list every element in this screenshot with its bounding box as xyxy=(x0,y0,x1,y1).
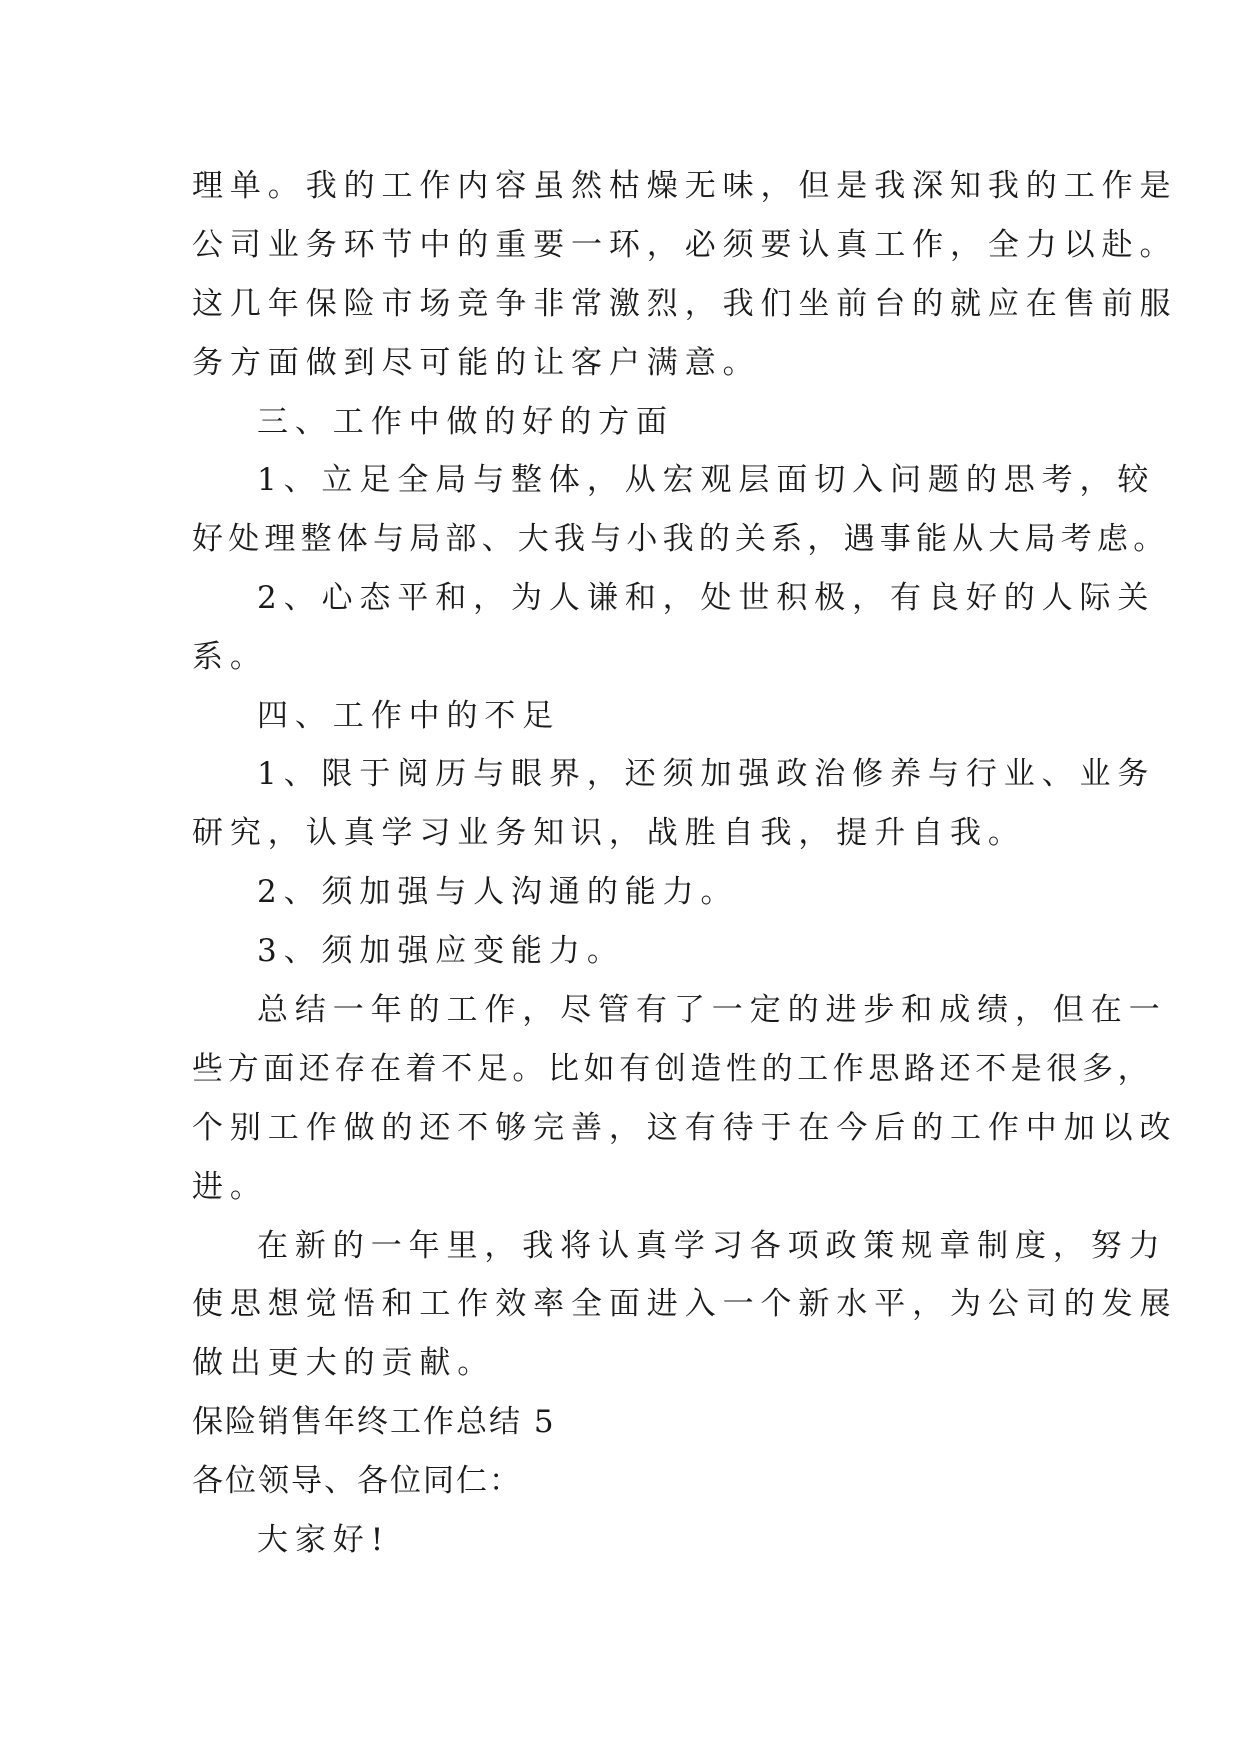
paragraph-line: 2、须加强与人沟通的能力。 xyxy=(257,874,739,910)
paragraph-line: 些方面还存在着不足。比如有创造性的工作思路还不是很多， xyxy=(192,1051,1154,1087)
paragraph-line: 系。 xyxy=(192,639,268,675)
paragraph-line: 理单。我的工作内容虽然枯燥无味，但是我深知我的工作是 xyxy=(192,168,1178,204)
greeting: 大家好! xyxy=(257,1522,391,1558)
paragraph-line: 2、心态平和，为人谦和，处世积极，有良好的人际关 xyxy=(257,580,1156,616)
paragraph-line: 进。 xyxy=(192,1169,268,1205)
paragraph-line: 个别工作做的还不够完善，这有待于在今后的工作中加以改 xyxy=(192,1110,1178,1146)
paragraph-line: 1、限于阅历与眼界，还须加强政治修养与行业、业务 xyxy=(257,756,1156,792)
paragraph-line: 总结一年的工作，尽管有了一定的进步和成绩，但在一 xyxy=(257,992,1167,1028)
paragraph-line: 这几年保险市场竞争非常激烈，我们坐前台的就应在售前服 xyxy=(192,286,1178,322)
paragraph-line: 1、立足全局与整体，从宏观层面切入问题的思考，较 xyxy=(257,462,1156,498)
section-heading: 四、工作中的不足 xyxy=(257,698,561,734)
paragraph-line: 在新的一年里，我将认真学习各项政策规章制度，努力 xyxy=(257,1228,1167,1264)
paragraph-line: 公司业务环节中的重要一环，必须要认真工作，全力以赴。 xyxy=(192,227,1178,263)
paragraph-line: 做出更大的贡献。 xyxy=(192,1345,496,1381)
document-title: 保险销售年终工作总结 5 xyxy=(192,1404,556,1440)
paragraph-line: 好处理整体与局部、大我与小我的关系，遇事能从大局考虑。 xyxy=(192,521,1170,557)
salutation: 各位领导、各位同仁： xyxy=(192,1463,522,1499)
paragraph-line: 研究，认真学习业务知识，战胜自我，提升自我。 xyxy=(192,815,1026,851)
paragraph-line: 3、须加强应变能力。 xyxy=(257,933,625,969)
paragraph-line: 使思想觉悟和工作效率全面进入一个新水平，为公司的发展 xyxy=(192,1286,1178,1322)
paragraph-line: 务方面做到尽可能的让客户满意。 xyxy=(192,345,761,381)
section-heading: 三、工作中做的好的方面 xyxy=(257,404,674,440)
